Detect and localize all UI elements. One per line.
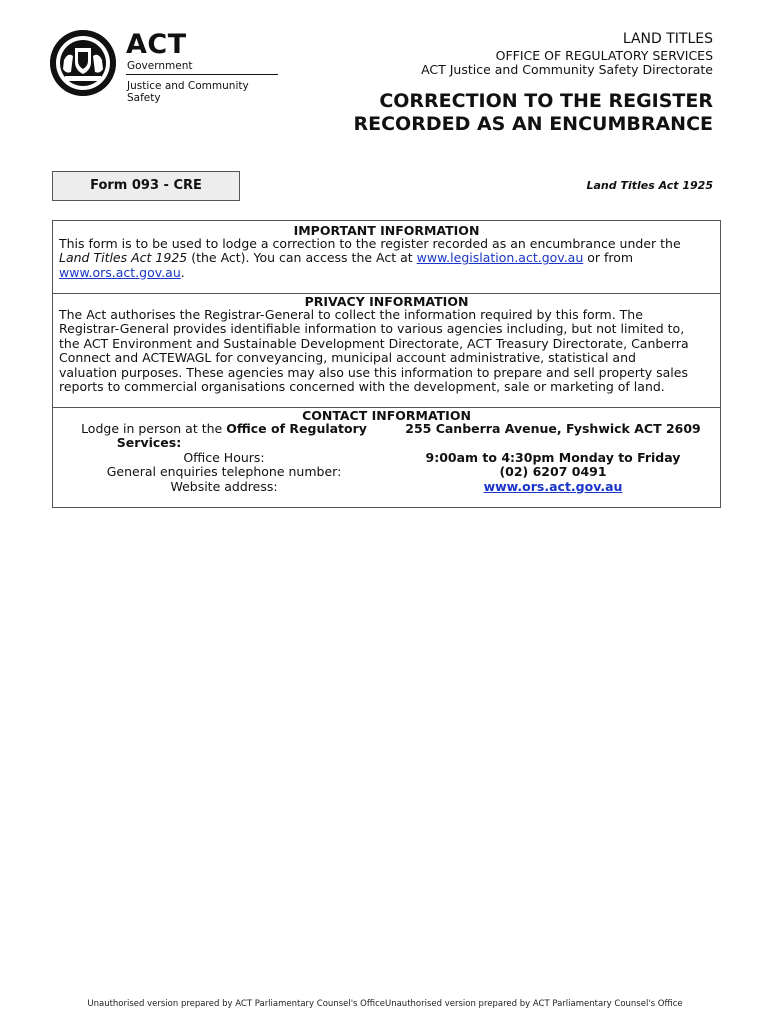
phone-value: (02) 6207 0491 [499, 464, 607, 480]
web-label: Website address: [170, 478, 278, 494]
privacy-line: valuation purposes. These agencies may also use this information to prepare and sell property sales [59, 364, 688, 380]
footer-notice: Unauthorised version prepared by ACT Parliamentary Counsel's OfficeUnauthorised version prepared by ACT Parliamentary Counsel's Office [87, 999, 683, 1009]
act-reference: Land Titles Act 1925 [586, 179, 713, 192]
important-line-2-mid: (the Act). You can access the Act at [187, 250, 417, 266]
logo-division-text: Justice and Community Safety [127, 80, 249, 104]
act-government-logo [50, 29, 280, 104]
privacy-line: Registrar-General provides identifiable information to various agencies including, but not limited to, [59, 321, 685, 337]
logo-government-text: Government [127, 60, 193, 72]
privacy-line: Connect and ACTEWAGL for conveyancing, municipal account administrative, statistical and [59, 350, 636, 366]
act-title-italic: Land Titles Act 1925 [59, 250, 188, 266]
phone-label: General enquiries telephone number: [106, 464, 342, 480]
contact-labels [59, 422, 389, 494]
header-directorate: ACT Justice and Community Safety Directorate [421, 62, 713, 77]
form-number-box: Form 093 - CRE [52, 171, 240, 201]
information-box [52, 220, 721, 508]
lodge-office: Office of Regulatory [226, 421, 367, 436]
logo-act-text: ACT [126, 29, 187, 60]
lodge-label [59, 422, 389, 436]
important-line-2 [59, 251, 719, 265]
important-line-2-end: or from [583, 250, 634, 266]
privacy-line: The Act authorises the Registrar-General to collect the information required by this form. The [59, 307, 643, 322]
ors-link[interactable]: www.ors.act.gov.au [59, 264, 181, 280]
hours-label: Office Hours: [183, 449, 265, 465]
important-text [59, 237, 719, 280]
logo-divider [126, 74, 278, 75]
title-line-1: CORRECTION TO THE REGISTER [379, 90, 713, 112]
website-link[interactable]: www.ors.act.gov.au [483, 478, 623, 494]
important-heading: IMPORTANT INFORMATION [293, 223, 480, 238]
title-line-2: RECORDED AS AN ENCUMBRANCE [353, 113, 713, 135]
important-line-1: This form is to be used to lodge a correction to the register recorded as an encumbrance under the [59, 236, 681, 251]
hours-value: 9:00am to 4:30pm Monday to Friday [425, 449, 681, 465]
privacy-line: the ACT Environment and Sustainable Development Directorate, ACT Treasury Directorate, Canberra [59, 335, 689, 351]
legislation-link[interactable]: www.legislation.act.gov.au [416, 250, 584, 266]
contact-heading: CONTACT INFORMATION [302, 408, 471, 423]
privacy-heading: PRIVACY INFORMATION [304, 294, 469, 309]
header-land-titles: LAND TITLES [622, 31, 713, 47]
lodge-services: Services: [116, 435, 182, 451]
coat-of-arms-icon [50, 30, 116, 96]
privacy-text [59, 308, 719, 394]
lodge-prefix: Lodge in person at the [81, 421, 227, 436]
contact-values [383, 422, 723, 494]
header-office: OFFICE OF REGULATORY SERVICES [495, 48, 713, 63]
privacy-line: reports to commercial organisations concerned with the development, sale or marketing of land. [59, 379, 665, 395]
office-address: 255 Canberra Avenue, Fyshwick ACT 2609 [405, 421, 701, 436]
spacer [383, 436, 723, 450]
page-title [354, 90, 714, 136]
important-line-3-end: . [180, 264, 185, 280]
important-line-3 [59, 266, 719, 280]
